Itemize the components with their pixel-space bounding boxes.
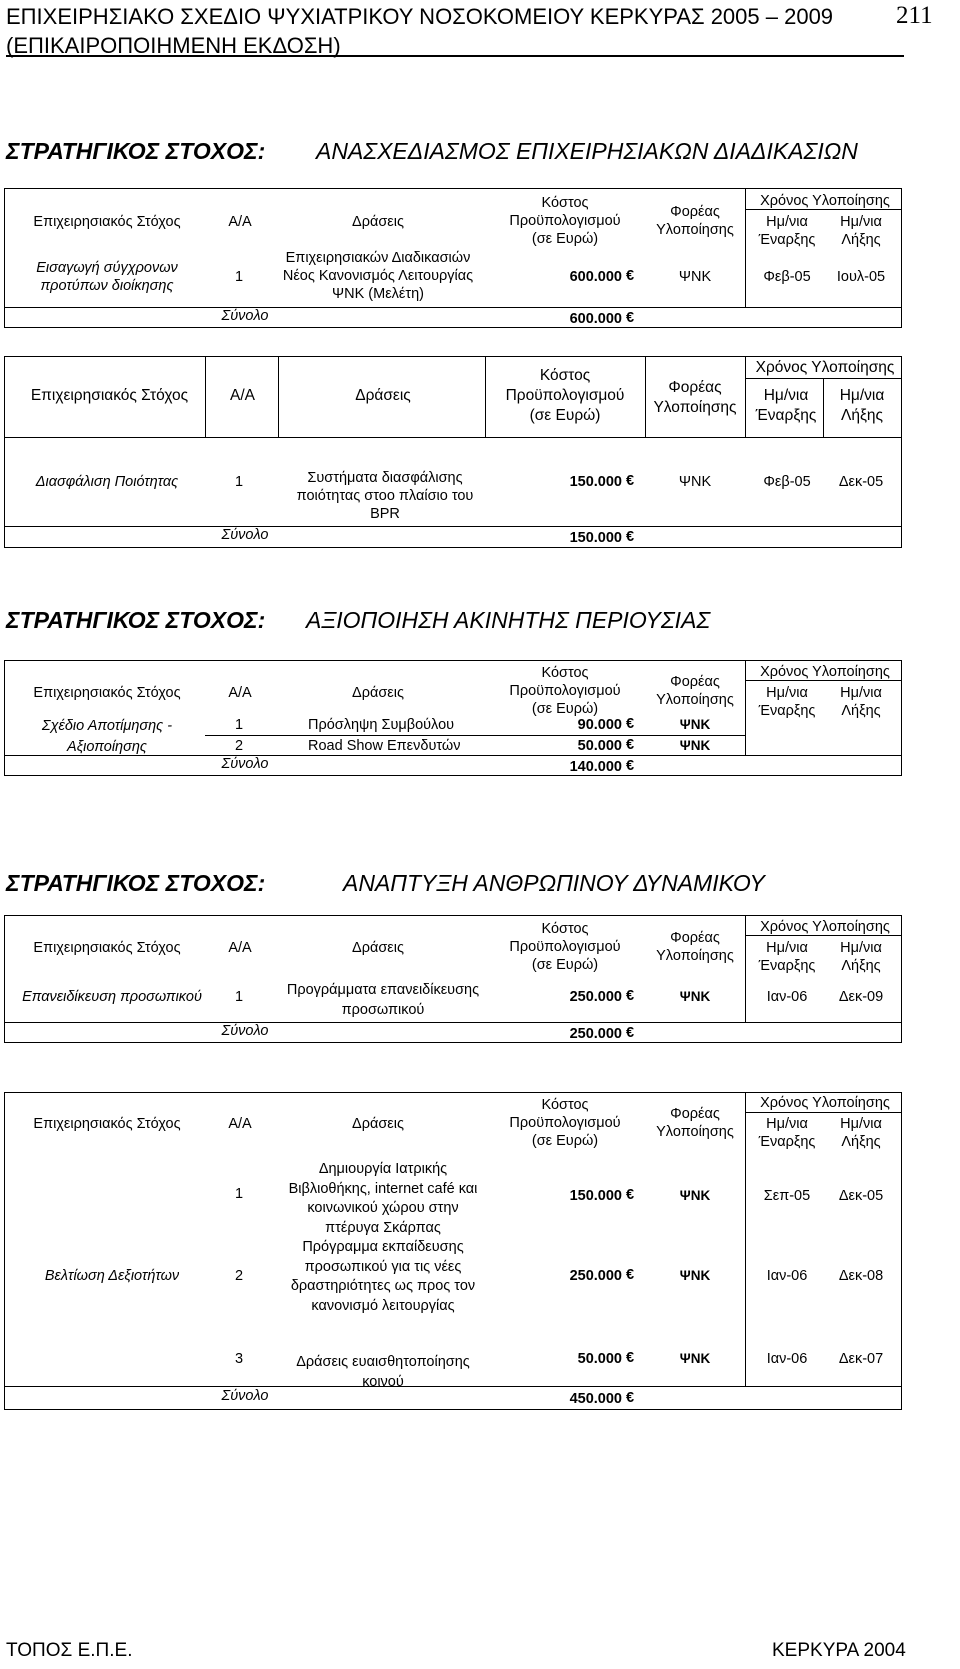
euro-sign: €	[626, 737, 635, 753]
col-end-header: Ημ/νια Λήξης	[840, 940, 882, 974]
euro-sign: €	[626, 1390, 635, 1406]
start-cell: Ιαν-06	[766, 989, 808, 1005]
strategic-goal-title: ΑΞΙΟΠΟΙΗΣΗ ΑΚΙΝΗΤΗΣ ΠΕΡΙΟΥΣΙΑΣ	[306, 607, 711, 633]
total-value: 600.000	[569, 311, 622, 327]
total-label: Σύνολο	[221, 527, 269, 543]
col-start-header: Ημ/νια Έναρξης	[758, 940, 816, 974]
col-agency-header: Φορέας Υλοποίησης	[656, 1106, 734, 1140]
aa-cell: 1	[234, 717, 244, 733]
total-label: Σύνολο	[221, 756, 269, 772]
header-rule	[6, 55, 904, 57]
action-cell: Δημιουργία Ιατρικής Βιβλιοθήκης, internet café και κοινωνικού χώρου στην πτέρυγα Σκάρπας	[288, 1161, 478, 1236]
table-2-header-rule	[4, 437, 902, 438]
table-2-total-rule	[4, 526, 902, 527]
aa-cell: 3	[234, 1351, 244, 1367]
total-value: 450.000	[569, 1391, 622, 1407]
table-1-total-rule	[4, 307, 902, 308]
col-cost-header: Κόστος Προϋπολογισμού (σε Ευρώ)	[505, 367, 625, 424]
col-divider	[278, 356, 279, 437]
aa-cell: 2	[234, 738, 244, 754]
col-time-header: Χρόνος Υλοποίησης	[760, 1095, 890, 1111]
agency-cell: ΨΝΚ	[679, 1351, 711, 1366]
strategic-goal-heading	[6, 138, 265, 165]
euro-sign: €	[626, 473, 635, 489]
col-cost-header: Κόστος Προϋπολογισμού (σε Ευρώ)	[509, 665, 621, 717]
total-label: Σύνολο	[221, 1388, 269, 1404]
col-actions-header: Δράσεις	[355, 387, 411, 404]
action-cell: Προγράμματα επανειδίκευσης προσωπικού	[286, 982, 480, 1018]
cost-cell: 250.000	[569, 1268, 622, 1284]
col-aa-header: Α/Α	[228, 1116, 252, 1132]
end-cell: Δεκ-05	[838, 1188, 884, 1204]
total-label: Σύνολο	[221, 1023, 269, 1039]
col-time-header: Χρόνος Υλοποίησης	[760, 664, 890, 680]
end-cell: Δεκ-08	[838, 1268, 884, 1284]
col-start-header: Ημ/νια Έναρξης	[755, 387, 817, 424]
table-4-time-divider	[745, 915, 746, 1022]
col-agency-header: Φορέας Υλοποίησης	[656, 674, 734, 708]
goal-cell: Σχέδιο Αποτίμησης - Αξιοποίησης	[41, 718, 173, 755]
aa-cell: 2	[234, 1268, 244, 1284]
col-aa-header: Α/Α	[228, 214, 252, 230]
cost-cell: 250.000	[569, 989, 622, 1005]
strategic-goal-title: ΑΝΑΣΧΕΔΙΑΣΜΟΣ ΕΠΙΧΕΙΡΗΣΙΑΚΩΝ ΔΙΑΔΙΚΑΣΙΩΝ	[316, 138, 858, 164]
start-cell: Ιαν-06	[766, 1351, 808, 1367]
start-cell: Φεβ-05	[763, 474, 811, 490]
document-title: ΕΠΙΧΕΙΡΗΣΙΑΚΟ ΣΧΕΔΙΟ ΨΥΧΙΑΤΡΙΚΟΥ ΝΟΣΟΚΟΜΕΙΟΥ ΚΕΡΚΥΡΑΣ 2005 – 2009 (ΕΠΙΚΑΙΡΟΠΟΙΗΜΕΝΗ ΕΚΔΟΣΗ)	[6, 4, 834, 58]
col-divider	[645, 356, 646, 437]
col-actions-header: Δράσεις	[352, 214, 404, 230]
euro-sign: €	[626, 988, 635, 1004]
euro-sign: €	[626, 1187, 635, 1203]
col-end-header: Ημ/νια Λήξης	[840, 214, 882, 248]
cost-cell: 150.000	[569, 1188, 622, 1204]
strategic-goal-heading	[6, 607, 265, 634]
col-agency-header: Φορέας Υλοποίησης	[653, 379, 737, 416]
col-cost-header: Κόστος Προϋπολογισμού (σε Ευρώ)	[509, 195, 621, 247]
euro-sign: €	[626, 268, 635, 284]
cost-cell: 600.000	[569, 269, 622, 285]
goal-cell: Βελτίωση Δεξιοτήτων	[44, 1268, 180, 1284]
cost-cell: 150.000	[569, 474, 622, 490]
end-cell: Ιουλ-05	[836, 269, 886, 285]
table-3-row-rule	[205, 735, 745, 736]
agency-cell: ΨΝΚ	[679, 989, 711, 1004]
col-aa-header: Α/Α	[230, 387, 255, 404]
goal-cell: Επανειδίκευση προσωπικού	[22, 989, 202, 1005]
start-cell: Φεβ-05	[763, 269, 811, 285]
strategic-goal-label: ΣΤΡΑΤΗΓΙΚΟΣ ΣΤΟΧΟΣ:	[6, 870, 266, 896]
euro-sign: €	[626, 1025, 635, 1041]
aa-cell: 1	[234, 269, 244, 285]
col-aa-header: Α/Α	[228, 940, 252, 956]
col-end-header: Ημ/νια Λήξης	[840, 1116, 882, 1150]
col-divider	[745, 356, 746, 437]
col-divider	[485, 356, 486, 437]
end-cell: Δεκ-09	[838, 989, 884, 1005]
agency-cell: ΨΝΚ	[679, 738, 711, 753]
footer-location-year: ΚΕΡΚΥΡΑ 2004	[772, 1640, 906, 1661]
strategic-goal-heading	[6, 870, 265, 897]
goal-cell: Εισαγωγή σύγχρονων προτύπων διοίκησης	[36, 260, 178, 294]
table-4-total-rule	[4, 1022, 902, 1023]
strategic-goal-label: ΣΤΡΑΤΗΓΙΚΟΣ ΣΤΟΧΟΣ:	[6, 138, 266, 164]
euro-sign: €	[626, 758, 635, 774]
col-cost-header: Κόστος Προϋπολογισμού (σε Ευρώ)	[509, 1097, 621, 1149]
action-cell: Συστήματα διασφάλισης ποιότητας στοο πλαίσιο του BPR	[296, 470, 474, 522]
col-time-header: Χρόνος Υλοποίησης	[760, 193, 890, 209]
euro-sign: €	[626, 716, 635, 732]
action-cell: Δράσεις ευαισθητοποίησης κοινού	[296, 1354, 470, 1390]
agency-cell: ΨΝΚ	[679, 1268, 711, 1283]
total-value: 150.000	[569, 530, 622, 546]
agency-cell: ΨΝΚ	[679, 1188, 711, 1203]
table-5-time-divider	[745, 1092, 746, 1386]
action-cell: Road Show Επενδυτών	[308, 738, 461, 754]
col-start-header: Ημ/νια Έναρξης	[758, 685, 816, 719]
col-agency-header: Φορέας Υλοποίησης	[656, 204, 734, 238]
footer-company: ΤΟΠΟΣ Ε.Π.Ε.	[6, 1640, 133, 1661]
col-goal-header: Επιχειρησιακός Στόχος	[30, 387, 189, 404]
total-value: 140.000	[569, 759, 622, 775]
agency-cell: ΨΝΚ	[678, 474, 712, 490]
agency-cell: ΨΝΚ	[678, 269, 712, 285]
end-cell: Δεκ-07	[838, 1351, 884, 1367]
col-agency-header: Φορέας Υλοποίησης	[656, 930, 734, 964]
aa-cell: 1	[234, 474, 244, 490]
action-cell: Πρόσληψη Συμβούλου	[308, 717, 455, 733]
col-end-header: Ημ/νια Λήξης	[839, 387, 885, 424]
euro-sign: €	[626, 529, 635, 545]
start-cell: Σεπ-05	[763, 1188, 811, 1204]
cost-cell: 50.000	[577, 1351, 622, 1367]
col-actions-header: Δράσεις	[352, 940, 404, 956]
goal-cell: Διασφάλιση Ποιότητας	[35, 474, 179, 490]
col-aa-header: Α/Α	[228, 685, 252, 701]
col-time-header: Χρόνος Υλοποίησης	[755, 359, 895, 376]
col-actions-header: Δράσεις	[352, 1116, 404, 1132]
col-start-header: Ημ/νια Έναρξης	[758, 214, 816, 248]
col-time-header: Χρόνος Υλοποίησης	[760, 919, 890, 935]
strategic-goal-label: ΣΤΡΑΤΗΓΙΚΟΣ ΣΤΟΧΟΣ:	[6, 607, 266, 633]
col-divider	[205, 356, 206, 437]
agency-cell: ΨΝΚ	[679, 717, 711, 732]
table-3-time-divider	[745, 660, 746, 755]
end-cell: Δεκ-05	[838, 474, 884, 490]
table-5-time-rule	[745, 1112, 902, 1113]
col-start-header: Ημ/νια Έναρξης	[758, 1116, 816, 1150]
col-actions-header: Δράσεις	[352, 685, 404, 701]
total-label: Σύνολο	[221, 308, 269, 324]
action-cell: Επιχειρησιακών Διαδικασιών Νέος Κανονισμός Λειτουργίας ΨΝΚ (Μελέτη)	[282, 250, 474, 302]
table-1-time-divider	[745, 188, 746, 307]
aa-cell: 1	[234, 989, 244, 1005]
col-goal-header: Επιχειρησιακός Στόχος	[33, 685, 181, 701]
action-cell: Πρόγραμμα εκπαίδευσης προσωπικού για τις νέες δραστηριότητες ως προς τον κανονισμό λειτουργίας	[290, 1239, 476, 1314]
page-number: 211	[896, 2, 933, 29]
total-value: 250.000	[569, 1026, 622, 1042]
aa-cell: 1	[234, 1186, 244, 1202]
euro-sign: €	[626, 310, 635, 326]
cost-cell: 90.000	[577, 717, 622, 733]
col-goal-header: Επιχειρησιακός Στόχος	[33, 1116, 181, 1132]
start-cell: Ιαν-06	[766, 1268, 808, 1284]
strategic-goal-title: ΑΝΑΠΤΥΞΗ ΑΝΘΡΩΠΙΝΟΥ ΔΥΝΑΜΙΚΟΥ	[343, 870, 765, 896]
cost-cell: 50.000	[577, 738, 622, 754]
col-cost-header: Κόστος Προϋπολογισμού (σε Ευρώ)	[509, 921, 621, 973]
col-goal-header: Επιχειρησιακός Στόχος	[33, 940, 181, 956]
col-divider	[823, 378, 824, 437]
col-end-header: Ημ/νια Λήξης	[840, 685, 882, 719]
euro-sign: €	[626, 1267, 635, 1283]
euro-sign: €	[626, 1350, 635, 1366]
col-goal-header: Επιχειρησιακός Στόχος	[33, 214, 181, 230]
